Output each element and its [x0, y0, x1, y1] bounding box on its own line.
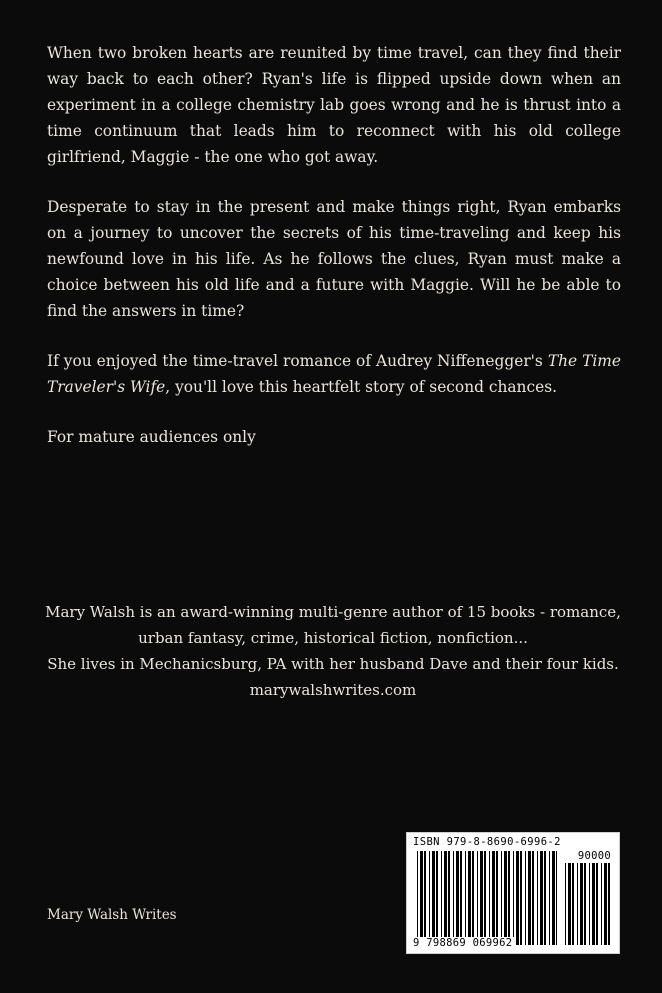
author-bio-line-1: Mary Walsh is an award-winning multi-genre author of 15 books - romance, — [45, 603, 621, 621]
publisher-name: Mary Walsh Writes — [47, 907, 177, 923]
barcode-bar — [601, 863, 602, 945]
barcode-bar — [580, 863, 583, 945]
barcode-bar — [592, 863, 595, 945]
barcode-bar — [596, 863, 598, 945]
barcode-bar — [448, 851, 450, 945]
barcode-bar — [508, 851, 510, 945]
barcode-bar — [424, 851, 426, 945]
blurb-paragraph-3-post: , you'll love this heartfelt story of second chances. — [165, 378, 557, 396]
barcode-bar — [565, 863, 566, 945]
barcode-bar — [432, 851, 435, 945]
barcode-bar — [441, 851, 442, 945]
barcode-bar — [492, 851, 495, 945]
barcode-bar — [456, 851, 459, 945]
barcode-addon-digits: 90000 — [577, 850, 611, 862]
blurb-paragraph-3 — [47, 348, 621, 400]
isbn-number: ISBN 979-8-8690-6996-2 — [413, 836, 561, 848]
author-bio — [40, 599, 626, 703]
barcode-bar — [537, 851, 538, 945]
mature-audience-notice: For mature audiences only — [47, 428, 256, 446]
barcode-bar — [577, 863, 578, 945]
barcode-bar — [572, 863, 574, 945]
isbn-barcode — [406, 832, 620, 954]
barcode-bar — [516, 851, 519, 945]
barcode-bar — [460, 851, 462, 945]
author-website: marywalshwrites.com — [249, 681, 417, 699]
barcode-bar — [477, 851, 478, 945]
barcode-bar — [420, 851, 423, 945]
barcode-bar — [520, 851, 522, 945]
barcode-bar — [540, 851, 543, 945]
blurb-paragraph-3-pre: If you enjoyed the time-travel romance of Audrey Niffenegger's — [47, 352, 548, 370]
barcode-bar — [604, 863, 607, 945]
barcode-bar — [480, 851, 483, 945]
barcode-bar — [417, 851, 418, 945]
barcode-bar — [513, 851, 514, 945]
barcode-bar — [453, 851, 454, 945]
barcode-bar — [589, 863, 590, 945]
barcode-bar — [501, 851, 502, 945]
barcode-bar — [552, 851, 555, 945]
barcode-bar — [544, 851, 546, 945]
barcode-bar — [608, 863, 610, 945]
barcode-bar — [465, 851, 466, 945]
barcode-bar — [489, 851, 490, 945]
barcode-bar — [429, 851, 430, 945]
barcode-bar — [584, 863, 586, 945]
barcode-bar — [525, 851, 526, 945]
barcode-bar — [504, 851, 507, 945]
book-blurb — [47, 40, 621, 474]
barcode-bar — [472, 851, 474, 945]
barcode-bar — [468, 851, 471, 945]
barcode-ean-digits: 9 798869 069962 — [413, 937, 513, 949]
barcode-bar — [568, 863, 571, 945]
barcode-bar — [556, 851, 557, 945]
referenced-book-title: The Time Traveler's Wife — [47, 352, 621, 396]
barcode-bar — [436, 851, 438, 945]
barcode-bar — [532, 851, 534, 945]
barcode-bar — [496, 851, 498, 945]
barcode-bar — [484, 851, 486, 945]
author-bio-line-2: urban fantasy, crime, historical fiction, nonfiction... — [138, 629, 528, 647]
barcode-bar — [444, 851, 447, 945]
blurb-paragraph-2: Desperate to stay in the present and make things right, Ryan embarks on a journey to uncover the secrets of his time-traveling and keep his newfound love in his life. As he follows the clues, Ryan must make a choice between his old life and a future with Maggie. Will he be able to find the answers in time? — [47, 198, 621, 320]
blurb-paragraph-1: When two broken hearts are reunited by time travel, can they find their way back to each other? Ryan's life is flipped upside down when an experiment in a college chemistry lab goes wrong and he is thrust into a time continuum that leads him to reconnect with his old college girlfriend, Maggie - the one who got away. — [47, 44, 621, 166]
author-bio-line-3: She lives in Mechanicsburg, PA with her husband Dave and their four kids. — [47, 655, 619, 673]
barcode-bar — [528, 851, 531, 945]
barcode-bar — [549, 851, 550, 945]
